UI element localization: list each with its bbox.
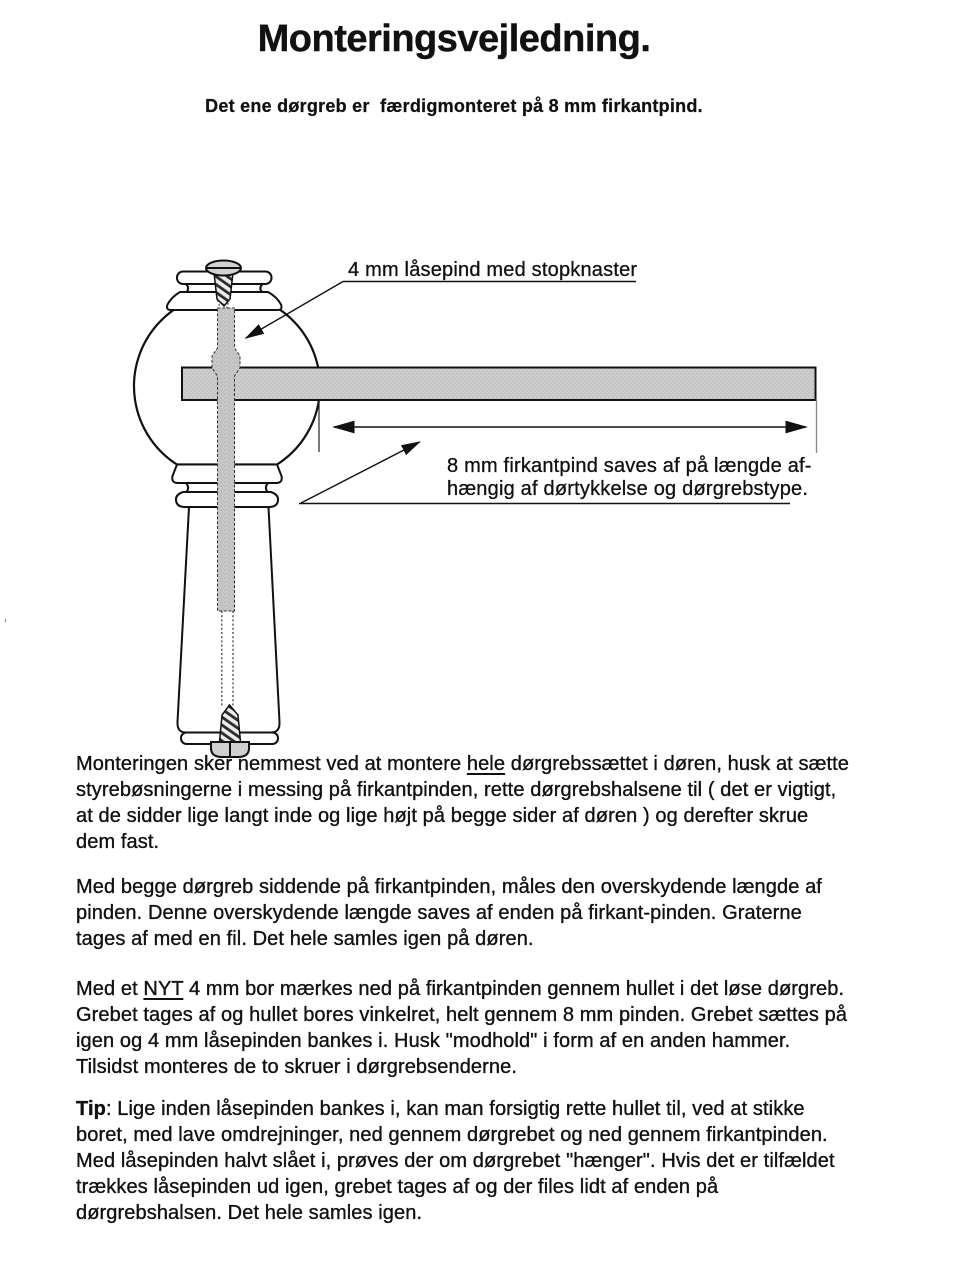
scan-artifact-mark: ' (4, 616, 7, 633)
paragraph-tip: Tip: Lige inden låsepinden bankes i, kan man forsigtig rette hullet til, ved at stikke boret, med lave omdrejninger, ned gennem dørgrebet og ned gennem firkantpinden. Med låsepinden halvt slået i, prøves der om dørgrebet "hænger". Hvis det er tilfældet trækkes låsepinden ud igen, grebet tages af og der files lidt af enden på dørgrebshalsen. Det hele samles igen. (76, 1098, 835, 1224)
label-squarepin-line1: 8 mm firkantpind saves af på længde af- (447, 455, 812, 477)
paragraph-mounting: Monteringen sker nemmest ved at montere hele dørgrebssættet i døren, husk at sætte styrebøsningerne i messing på firkantpinden, rette dørgrebshalsene til ( det er vigtigt, at de sidder lige langt inde og lige højt på begge sider af døren ) og derefter skrue dem fast. (76, 753, 850, 853)
square-pin-bar (182, 368, 816, 401)
page-subtitle: Det ene dørgreb er færdigmonteret på 8 mm firkantpind. (205, 96, 703, 116)
door-handle-diagram (0, 240, 960, 770)
paragraph-measuring: Med begge dørgreb siddende på firkantpinden, måles den overskydende længde af pinden. Denne overskydende længde saves af enden på firkant-pinden. Graterne tages af med en fil. Det hele samles igen på døren. (76, 876, 822, 950)
label-lockpin: 4 mm låsepind med stopknaster (348, 259, 638, 281)
paragraph-drilling: Med et NYT 4 mm bor mærkes ned på firkantpinden gennem hullet i det løse dørgreb. Grebet tages af og hullet bores vinkelret, helt gennem 8 mm pinden. Grebet sættes på igen og 4 mm låsepinden bankes i. Husk "modhold" i form af en anden hammer. Tilsidst monteres de to skruer i dørgrebsenderne. (76, 978, 848, 1078)
page-title: Monteringsvejledning. (257, 18, 651, 60)
label-squarepin-line2: hængig af dørtykkelse og dørgrebstype. (447, 478, 809, 500)
